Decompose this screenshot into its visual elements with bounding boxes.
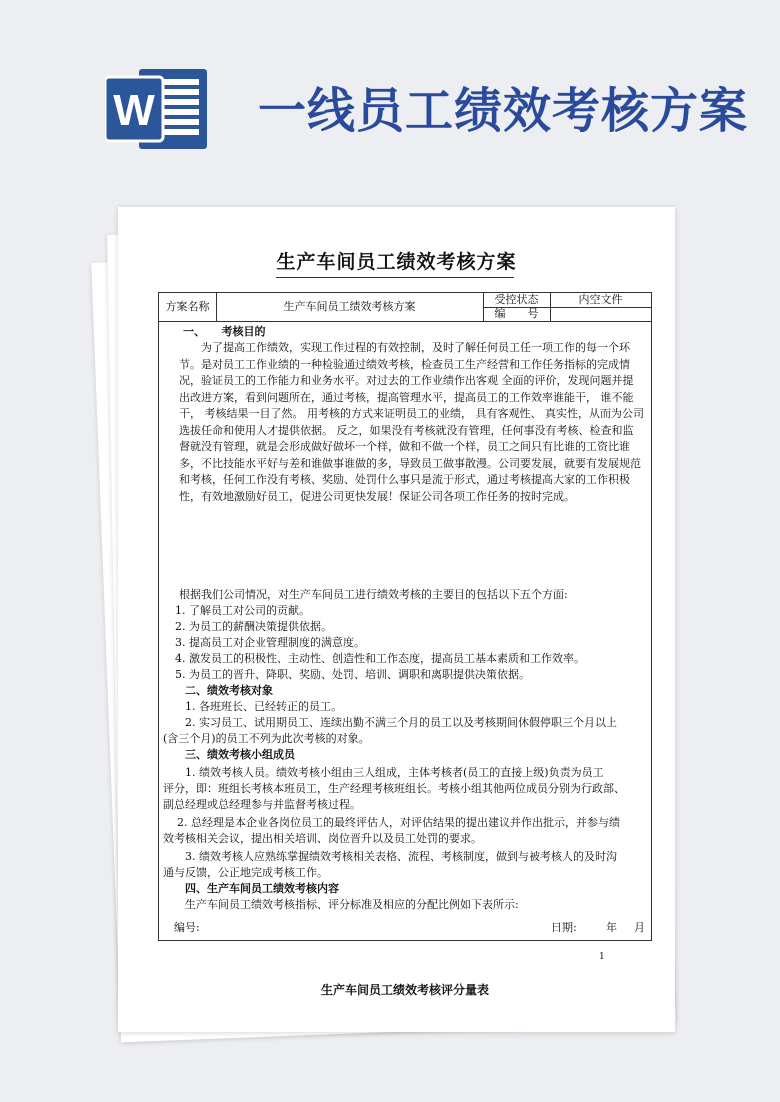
number-label: 编 号 [494, 307, 539, 320]
document-title: 生产车间员工绩效考核方案 [276, 251, 517, 273]
list-item: 3. 绩效考核人应熟练掌握绩效考核相关表格、流程、考核制度，做到与被考核人的及时沟 [185, 850, 617, 863]
section-2-heading: 二、绩效考核对象 [185, 684, 273, 697]
score-table-title: 生产车间员工绩效考核评分量表 [320, 983, 489, 997]
document-frame [158, 292, 652, 997]
banner-title: 一线员工绩效考核方案 [258, 83, 749, 139]
section-4-paragraph: 生产车间员工绩效考核指标、评分标准及相应的分配比例如下表所示: [185, 898, 519, 911]
plan-name-label: 方案名称 [165, 300, 210, 313]
list-item: 1. 绩效考核人员。绩效考核小组由三人组成，主体考核者(员工的直接上级)负责为员工 [185, 766, 604, 779]
title-underline [276, 277, 514, 278]
status-label: 受控状态 [494, 293, 539, 306]
list-item: 效考核相关会议，提出相关培训、岗位晋升以及员工处罚的要求。 [163, 832, 482, 845]
page-number: 1 [599, 952, 605, 962]
list-item: 3. 提高员工对企业管理制度的满意度。 [175, 636, 365, 649]
footer-number-label: 编号: [174, 921, 200, 934]
word-icon-letter: W [113, 86, 155, 135]
purpose-intro: 根据我们公司情况，对生产车间员工进行绩效考核的主要目的包括以下五个方面: [179, 588, 568, 601]
footer-date-label: 日期: [551, 921, 577, 934]
plan-name-value: 生产车间员工绩效考核方案 [283, 300, 416, 313]
list-item: 1. 了解员工对公司的贡献。 [175, 604, 310, 617]
list-item: 4. 激发员工的积极性、主动性、创造性和工作态度，提高员工基本素质和工作效率。 [175, 652, 585, 665]
list-item: 通与反馈，公正地完成考核工作。 [163, 866, 328, 879]
list-item: 评分，即：班组长考核本班员工，生产经理考核班组长。考核小组其他两位成员分别为行政部、 [163, 782, 625, 795]
banner [0, 0, 780, 200]
section-1-paragraph: 为了提高工作绩效，实现工作过程的有效控制，及时了解任何员工任一项工作的每一个环节。是对员工工作业绩的一种检验通过绩效考核，检查员工生产经营和工作任务指标的完成情况，验证员工的工作能力和业务水平。对过去的工作业绩作出客观 全面的评价，发现问题并提出改进方案，看到问题所在，通过考核，提高管理水平，提高员工的工作效率谁能干， 谁不能干， 考核结果一目了然。 用考核的方式来证明员工的业绩， 具有客观性、 真实性，从而为公司选拔任命和使用人才提供依据。 反之，如果没有考核就没有管理，任何事没有考核、检查和监督就没有管理，就是会形成做好做坏一个样，做和不做一个样，员工之间只有比谁的工资比谁多，不比技能水平好与差和谁做事谁做的多，导致员工做事散漫。公司要发展，就要有发展规范和考核，任何工作没有考核、奖励、处罚什么事只是流于形式，通过考核提高大家的工作积极性，有效地激励好员工，促进公司更快发展！保证公司各项工作任务的按时完成。 [179, 341, 644, 503]
section-4-heading: 四、生产车间员工绩效考核内容 [185, 882, 339, 895]
list-item: 2. 为员工的薪酬决策提供依据。 [175, 620, 332, 633]
section-1-heading: 一、 考核目的 [183, 325, 266, 338]
document-page [118, 207, 675, 1032]
word-document-icon [105, 65, 209, 153]
list-item: 副总经理或总经理参与并监督考核过程。 [163, 798, 361, 811]
status-value: 内空文件 [578, 293, 623, 306]
footer-month-label: 月 [634, 921, 645, 934]
footer-year-label: 年 [606, 921, 617, 934]
list-item: 5. 为员工的晋升、降职、奖励、处罚、培训、调职和离职提供决策依据。 [175, 668, 530, 681]
list-item: 2. 总经理是本企业各岗位员工的最终评估人，对评估结果的提出建议并作出批示，并参与绩 [177, 816, 620, 829]
divider [159, 321, 651, 322]
section-3-heading: 三、绩效考核小组成员 [185, 748, 295, 761]
list-item: 1. 各班班长、已经转正的员工。 [185, 700, 342, 713]
list-item: (含三个月)的员工不列为此次考核的对象。 [163, 732, 370, 745]
list-item: 2. 实习员工、试用期员工、连续出勤不满三个月的员工以及考核期间休假停职三个月以上 [185, 716, 617, 729]
